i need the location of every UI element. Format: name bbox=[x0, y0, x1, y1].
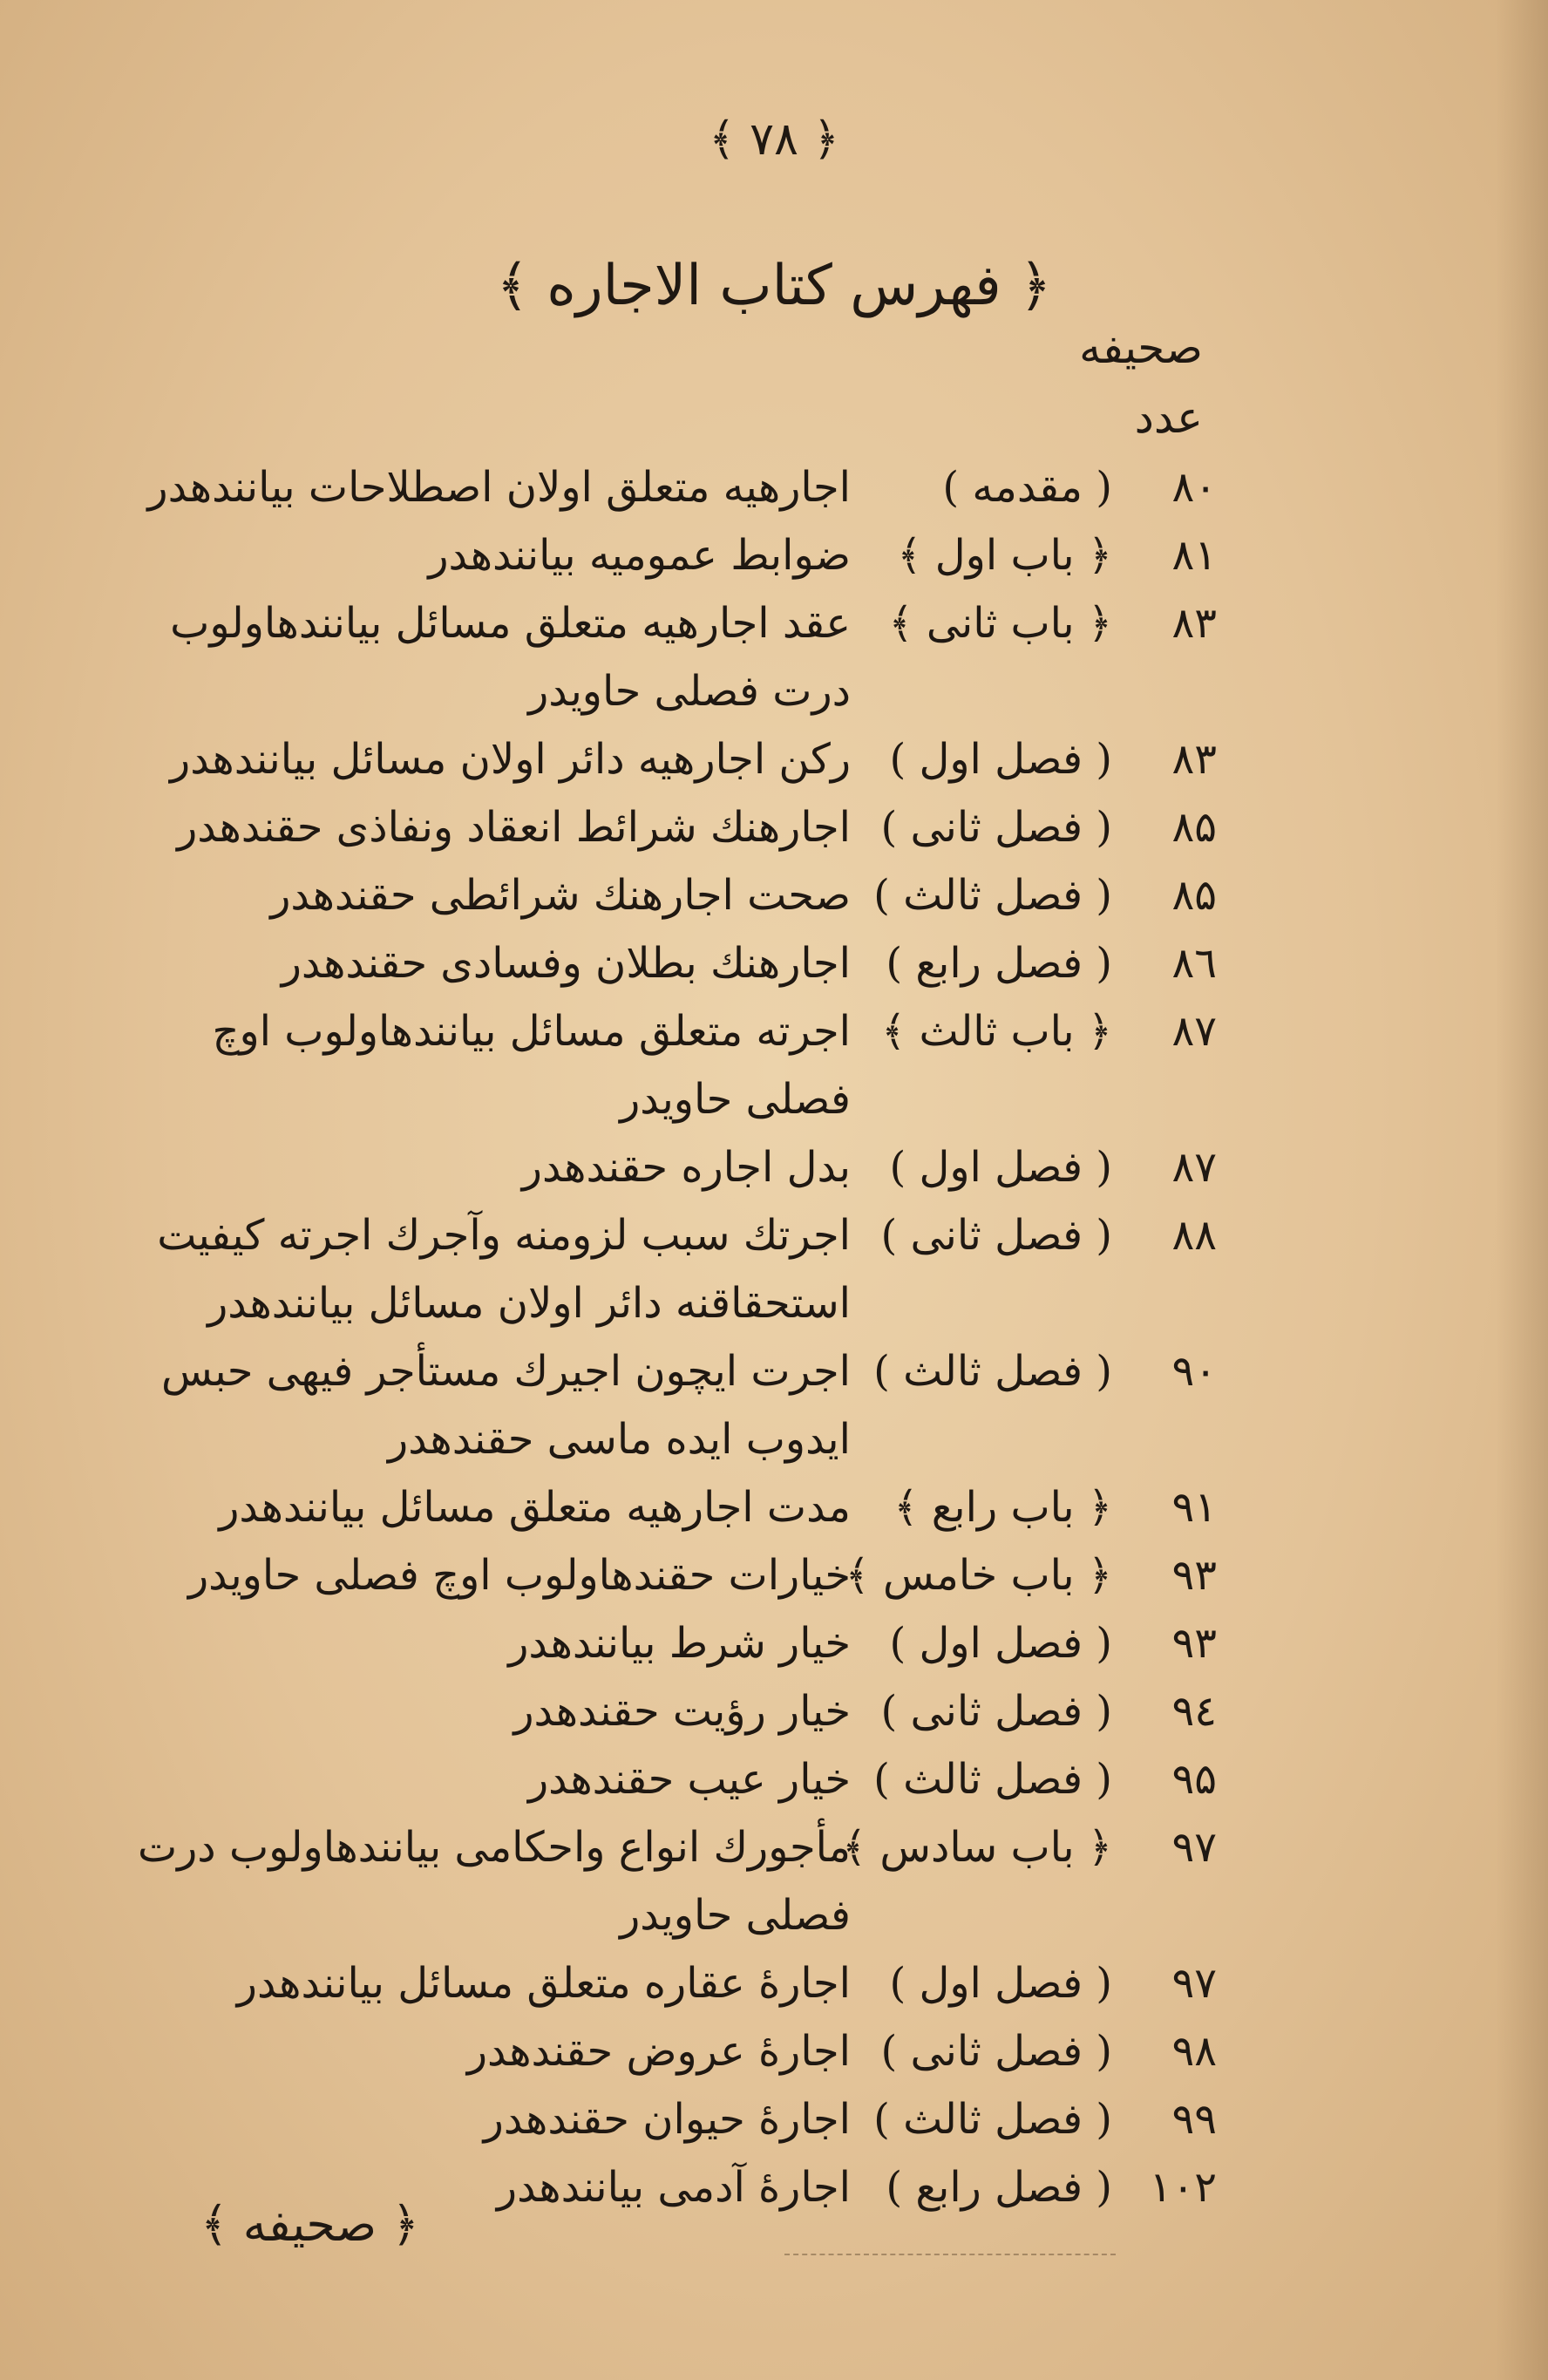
toc-page-number: ۸۸ bbox=[1171, 1211, 1217, 1260]
toc-entry-text: مدت اجارهيه متعلق مسائل بيانندهدر bbox=[219, 1483, 851, 1532]
toc-row bbox=[105, 1949, 1217, 2017]
toc-entry-text: خيار رؤيت حقندهدر bbox=[513, 1687, 851, 1736]
toc-entry-text: بدل اجاره حقندهدر bbox=[521, 1143, 851, 1192]
toc-row bbox=[105, 861, 1217, 929]
toc-section-label: ﴿ باب رابع ﴾ bbox=[893, 1483, 1112, 1532]
toc-page-number: ۸۵ bbox=[1171, 871, 1217, 920]
toc-row bbox=[105, 997, 1217, 1133]
toc-section-label: ﴿ باب خامس ﴾ bbox=[845, 1551, 1112, 1600]
page-edge-shadow bbox=[1496, 0, 1548, 2380]
page-title: ﴿ فهرس كتاب الاجاره ﴾ bbox=[496, 254, 1052, 318]
toc-entry-text: اجارهٔ عروض حقندهدر bbox=[466, 2027, 851, 2076]
toc-entry-text: صحت اجارهنك شرائطى حقندهدر bbox=[270, 871, 851, 920]
toc-row bbox=[105, 1677, 1217, 1745]
toc-row bbox=[105, 521, 1217, 589]
toc-page-number: ۸۳ bbox=[1171, 735, 1217, 784]
toc-section-label: ( فصل رابع ) bbox=[886, 939, 1112, 988]
toc-section-label: ( فصل ثانى ) bbox=[880, 1687, 1112, 1736]
toc-row bbox=[105, 1813, 1217, 1949]
toc-row bbox=[105, 1609, 1217, 1677]
toc-page-number: ۹۸ bbox=[1171, 2027, 1217, 2076]
toc-entry-text: اجارهٔ حيوان حقندهدر bbox=[483, 2095, 851, 2144]
toc-row bbox=[105, 1337, 1217, 1473]
toc-entry-text: اجارهنك شرائط انعقاد ونفاذى حقندهدر bbox=[177, 803, 851, 852]
toc-page-number: ۹۳ bbox=[1171, 1551, 1217, 1600]
toc-page-number: ۹۳ bbox=[1171, 1619, 1217, 1668]
toc-entry-text: مأجورك انواع واحكامى بيانندهاولوب درت فصلى حاويدر bbox=[137, 1823, 851, 1940]
toc-entry-text: اجارهٔ آدمى بيانندهدر bbox=[496, 2163, 851, 2212]
toc-page-number: ۸۱ bbox=[1171, 531, 1217, 580]
toc-row bbox=[105, 1745, 1217, 1813]
toc-entry-text: خيار شرط بيانندهدر bbox=[508, 1619, 851, 1668]
toc-section-label: ( فصل رابع ) bbox=[886, 2163, 1112, 2212]
toc-page-number: ۹۱ bbox=[1171, 1483, 1217, 1532]
toc-entry-text: عقد اجارهيه متعلق مسائل بيانندهاولوب درت فصلى حاويدر bbox=[170, 599, 851, 716]
toc-entry-text: اجارهيه متعلق اولان اصطلاحات بيانندهدر bbox=[147, 463, 851, 512]
toc-entry-text: اجرت ايچون اجيرك مستأجر فيهى حبس ايدوب ايده ماسى حقندهدر bbox=[161, 1347, 851, 1464]
toc-entry-text: اجرتك سبب لزومنه وآجرك اجرته كيفيت استحقاقنه دائر اولان مسائل بيانندهدر bbox=[157, 1211, 851, 1328]
toc-page-number: ۸۳ bbox=[1171, 599, 1217, 648]
toc-section-label: ( فصل اول ) bbox=[889, 735, 1112, 784]
toc-page-number: ۸٦ bbox=[1171, 939, 1217, 988]
toc-section-label: ( فصل ثانى ) bbox=[880, 2027, 1112, 2076]
toc-section-label: ﴿ باب ثالث ﴾ bbox=[881, 1007, 1112, 1056]
footer-rule bbox=[784, 2254, 1116, 2255]
column-header-number: عدد bbox=[1134, 392, 1203, 443]
toc-section-label: ( فصل اول ) bbox=[889, 1959, 1112, 2008]
toc-page-number: ۹۵ bbox=[1171, 1755, 1217, 1804]
toc-section-label: ( فصل ثالث ) bbox=[873, 871, 1112, 920]
table-of-contents bbox=[105, 453, 1217, 2221]
toc-page-number: ۸۷ bbox=[1171, 1007, 1217, 1056]
toc-entry-text: خيار عيب حقندهدر bbox=[527, 1755, 851, 1804]
toc-row bbox=[105, 453, 1217, 521]
toc-row bbox=[105, 1201, 1217, 1337]
toc-row bbox=[105, 1133, 1217, 1201]
toc-page-number: ۹۷ bbox=[1171, 1959, 1217, 2008]
toc-page-number: ۸۷ bbox=[1171, 1143, 1217, 1192]
toc-row bbox=[105, 929, 1217, 997]
toc-row bbox=[105, 589, 1217, 725]
toc-row bbox=[105, 793, 1217, 861]
toc-row bbox=[105, 725, 1217, 793]
toc-entry-text: اجرته متعلق مسائل بيانندهاولوب اوچ فصلى حاويدر bbox=[212, 1007, 851, 1124]
toc-page-number: ۹۹ bbox=[1171, 2095, 1217, 2144]
toc-page-number: ۱۰۲ bbox=[1149, 2163, 1217, 2212]
toc-page-number: ۸۰ bbox=[1171, 463, 1217, 512]
toc-section-label: ﴿ باب ثانى ﴾ bbox=[888, 599, 1112, 648]
toc-section-label: ﴿ باب اول ﴾ bbox=[897, 531, 1112, 580]
toc-row bbox=[105, 1541, 1217, 1609]
toc-section-label: ﴿ باب سادس ﴾ bbox=[841, 1823, 1112, 1872]
toc-section-label: ( فصل ثانى ) bbox=[880, 803, 1112, 852]
page-number: ﴿ ۷۸ ﴾ bbox=[709, 113, 839, 166]
toc-section-label: ( فصل ثالث ) bbox=[873, 1347, 1112, 1396]
toc-entry-text: ضوابط عموميه بيانندهدر bbox=[428, 531, 851, 580]
toc-page-number: ۹۷ bbox=[1171, 1823, 1217, 1872]
toc-section-label: ( فصل ثالث ) bbox=[873, 1755, 1112, 1804]
toc-entry-text: خيارات حقندهاولوب اوچ فصلى حاويدر bbox=[187, 1551, 851, 1600]
toc-section-label: ( فصل ثانى ) bbox=[880, 1211, 1112, 1260]
column-header-page: صحيفه bbox=[1079, 323, 1203, 373]
toc-section-label: ( فصل اول ) bbox=[889, 1143, 1112, 1192]
toc-page-number: ۸۵ bbox=[1171, 803, 1217, 852]
toc-section-label: ( فصل اول ) bbox=[889, 1619, 1112, 1668]
toc-row bbox=[105, 2017, 1217, 2085]
toc-entry-text: اجارهٔ عقاره متعلق مسائل بيانندهدر bbox=[236, 1959, 851, 2008]
toc-section-label: ( فصل ثالث ) bbox=[873, 2095, 1112, 2144]
toc-row bbox=[105, 1473, 1217, 1541]
toc-entry-text: ركن اجارهيه دائر اولان مسائل بيانندهدر bbox=[170, 735, 851, 784]
toc-page-number: ۹٤ bbox=[1171, 1687, 1217, 1736]
catchword: ﴿ صحيفه ﴾ bbox=[200, 2197, 419, 2252]
toc-section-label: ( مقدمه ) bbox=[942, 463, 1112, 512]
toc-page-number: ۹۰ bbox=[1171, 1347, 1217, 1396]
toc-entry-text: اجارهنك بطلان وفسادى حقندهدر bbox=[281, 939, 851, 988]
toc-row bbox=[105, 2085, 1217, 2153]
